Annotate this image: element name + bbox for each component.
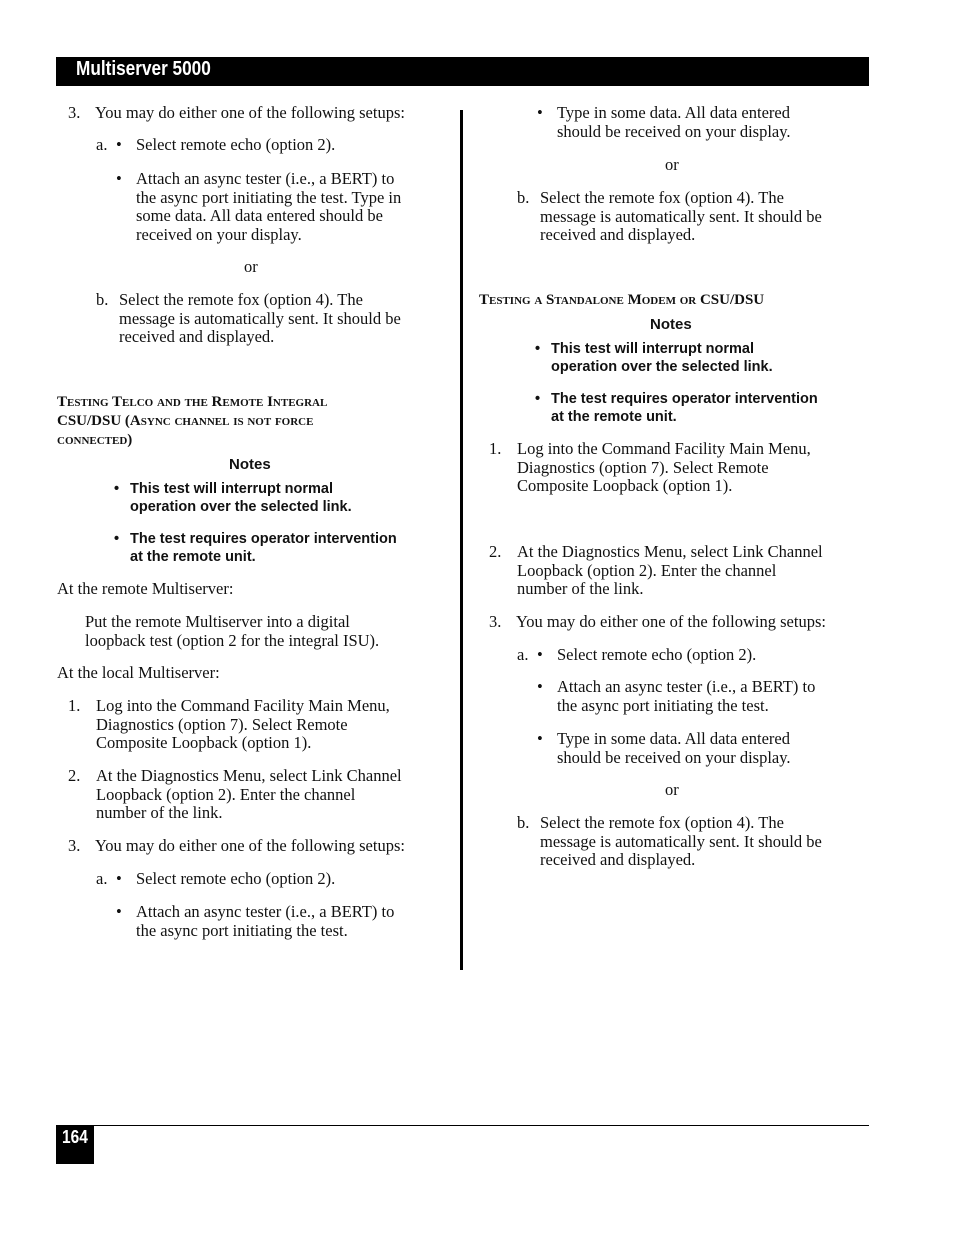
option-text: Select remote echo (option 2). <box>136 869 336 888</box>
paragraph: loopback test (option 2 for the integral ISU). <box>85 630 380 650</box>
bullet: • <box>116 169 122 188</box>
option-line: Type in some data. All data entered <box>557 729 790 748</box>
option-line: Attach an async tester (i.e., a BERT) to <box>136 169 395 188</box>
option-line: should be received on your display. <box>557 121 791 141</box>
option-label: b. <box>517 813 530 832</box>
option-line: received and displayed. <box>119 327 275 346</box>
or-separator: or <box>665 780 679 799</box>
section-heading: CSU/DSU (Async channel is not force <box>57 413 314 429</box>
option-line: received on your display. <box>136 224 302 244</box>
bullet: • <box>116 902 122 921</box>
option-line: message is automatically sent. It should be <box>119 308 401 328</box>
bullet: • <box>114 531 120 547</box>
footer-rule <box>56 1125 869 1126</box>
step-line: At the Diagnostics Menu, select Link Channel <box>96 766 402 785</box>
header-title: Multiserver 5000 <box>76 58 211 80</box>
step-line: Log into the Command Facility Main Menu, <box>96 696 390 715</box>
option-label: b. <box>96 290 109 309</box>
option-line: received and displayed. <box>540 850 696 869</box>
step-line: number of the link. <box>96 803 223 822</box>
page-number-box <box>56 1125 94 1164</box>
step-line: Diagnostics (option 7). Select Remote <box>96 714 348 734</box>
option-text: Select remote echo (option 2). <box>557 645 757 664</box>
bullet: • <box>537 677 543 696</box>
step-line: Composite Loopback (option 1). <box>96 733 312 752</box>
step-text: You may do either one of the following setups: <box>516 612 826 631</box>
paragraph: Put the remote Multiserver into a digital <box>85 612 350 631</box>
option-line: Select the remote fox (option 4). The <box>540 813 784 832</box>
note-line: at the remote unit. <box>551 409 677 425</box>
section-heading: Testing a Standalone Modem or CSU/DSU <box>479 292 765 308</box>
note-line: operation over the selected link. <box>130 499 352 515</box>
page-header <box>56 57 869 86</box>
bullet: • <box>537 645 543 664</box>
paragraph: At the local Multiserver: <box>57 663 220 682</box>
section-heading: Testing Telco and the Remote Integral <box>57 394 328 410</box>
notes-title: Notes <box>650 316 692 333</box>
option-line: Attach an async tester (i.e., a BERT) to <box>557 677 816 696</box>
bullet: • <box>114 481 120 497</box>
option-line: should be received on your display. <box>557 747 791 767</box>
option-line: Select the remote fox (option 4). The <box>540 188 784 207</box>
note-line: operation over the selected link. <box>551 359 773 375</box>
bullet: • <box>537 729 543 748</box>
option-text: Select remote echo (option 2). <box>136 135 336 154</box>
step-number: 3. <box>68 836 81 855</box>
or-separator: or <box>244 257 258 276</box>
paragraph: At the remote Multiserver: <box>57 579 234 598</box>
note-line: at the remote unit. <box>130 549 256 565</box>
option-label: b. <box>517 188 530 207</box>
option-line: the async port initiating the test. <box>136 920 348 940</box>
option-label: a. <box>517 645 529 664</box>
option-label: a. <box>96 869 108 888</box>
step-text: You may do either one of the following setups: <box>95 103 405 122</box>
step-number: 1. <box>68 696 81 715</box>
step-line: Log into the Command Facility Main Menu, <box>517 439 811 458</box>
note-line: This test will interrupt normal <box>551 341 755 357</box>
step-number: 2. <box>489 542 502 561</box>
step-line: Loopback (option 2). Enter the channel <box>96 784 356 804</box>
step-line: number of the link. <box>517 579 644 598</box>
notes-title: Notes <box>229 456 271 473</box>
step-line: Composite Loopback (option 1). <box>517 476 733 495</box>
option-line: Select the remote fox (option 4). The <box>119 290 363 309</box>
step-number: 3. <box>68 103 81 122</box>
option-line: received and displayed. <box>540 225 696 244</box>
option-line: Type in some data. All data entered <box>557 103 790 122</box>
step-number: 1. <box>489 439 502 458</box>
step-text: You may do either one of the following setups: <box>95 836 405 855</box>
step-number: 3. <box>489 612 502 631</box>
or-separator: or <box>665 155 679 174</box>
option-line: Attach an async tester (i.e., a BERT) to <box>136 902 395 921</box>
note-line: This test will interrupt normal <box>130 481 334 497</box>
section-heading: connected) <box>57 432 133 448</box>
option-line: the async port initiating the test. Type in <box>136 187 402 207</box>
option-line: message is automatically sent. It should be <box>540 206 822 226</box>
option-line: message is automatically sent. It should be <box>540 831 822 851</box>
step-line: Diagnostics (option 7). Select Remote <box>517 457 769 477</box>
step-line: At the Diagnostics Menu, select Link Channel <box>517 542 823 561</box>
option-line: some data. All data entered should be <box>136 206 383 225</box>
bullet: • <box>116 869 122 888</box>
step-number: 2. <box>68 766 81 785</box>
bullet: • <box>537 103 543 122</box>
option-label: a. <box>96 135 108 154</box>
column-divider <box>460 110 463 970</box>
note-line: The test requires operator intervention <box>130 531 397 547</box>
step-line: Loopback (option 2). Enter the channel <box>517 560 777 580</box>
bullet: • <box>535 391 541 407</box>
bullet: • <box>116 135 122 154</box>
option-line: the async port initiating the test. <box>557 695 769 715</box>
bullet: • <box>535 341 541 357</box>
note-line: The test requires operator intervention <box>551 391 818 407</box>
page-number: 164 <box>62 1127 88 1147</box>
